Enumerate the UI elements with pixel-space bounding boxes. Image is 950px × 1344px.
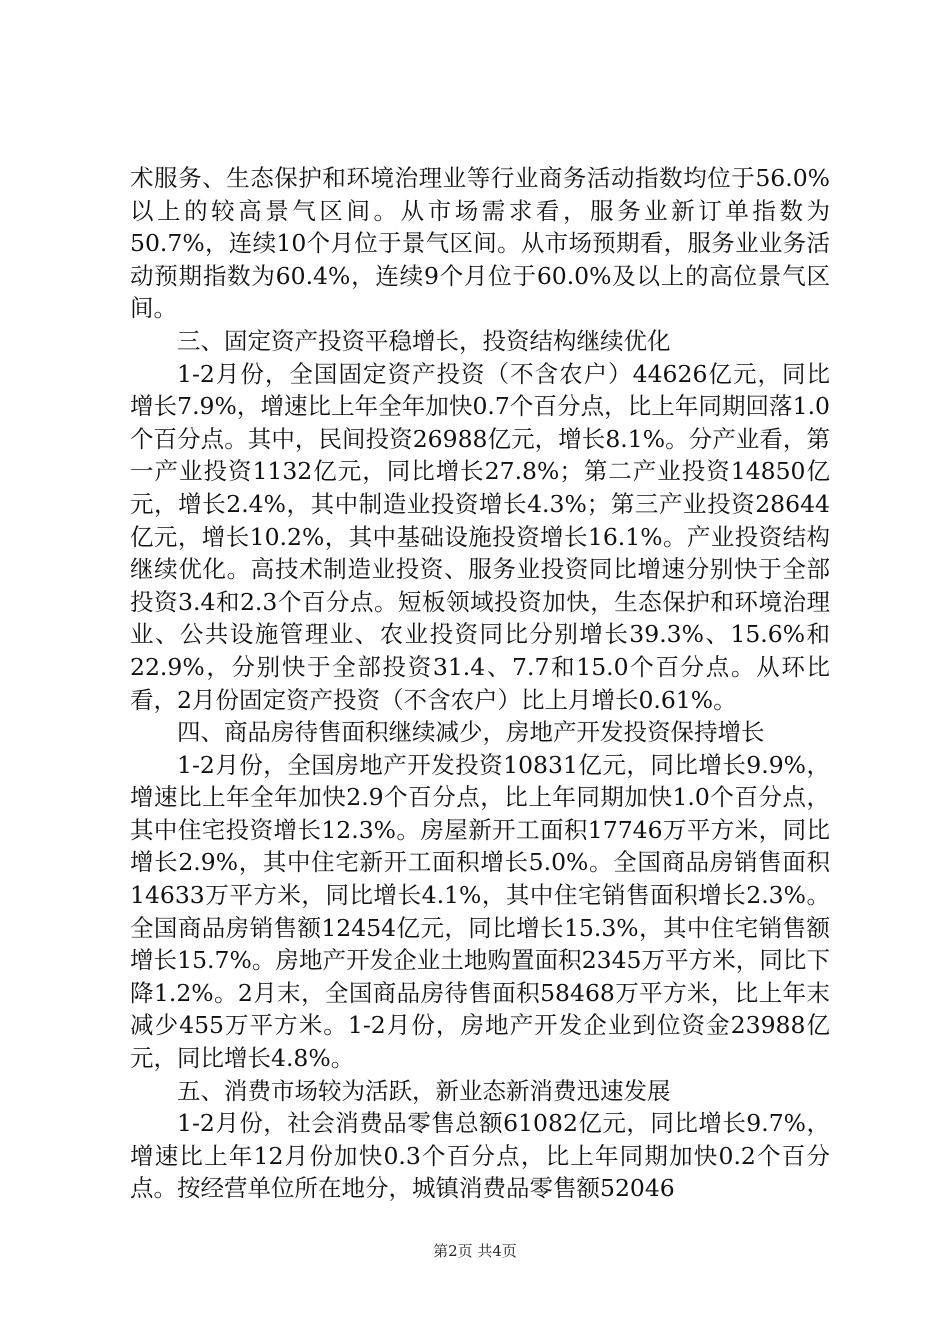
section-heading-4: 四、商品房待售面积继续减少，房地产开发投资保持增长 (177, 718, 765, 747)
document-body (130, 162, 830, 1205)
page-footer: 第2页 共4页 (433, 1242, 517, 1260)
paragraph-investment: 1-2月份，全国固定资产投资（不含农户）44626亿元，同比增长7.9%，增速比上年全年加快0.7个百分点，比上年同期回落1.0个百分点。其中，民间投资26988亿元，增长8.1%。分产业看，第一产业投资1132亿元，同比增长27.8%；第二产业投资14850亿元，增长2.4%，其中制造业投资增长4.3%；第三产业投资28644亿元，增长10.2%，其中基础设施投资增长16.1%。产业投资结构继续优化。高技术制造业投资、服务业投资同比增速分别快于全部投资3.4和2.3个百分点。短板领域投资加快，生态保护和环境治理业、公共设施管理业、农业投资同比分别增长39.3%、15.6%和22.9%，分别快于全部投资31.4、7.7和15.0个百分点。从环比看，2月份固定资产投资（不含农户）比上月增长0.61%。 (130, 359, 830, 714)
section-heading-3: 三、固定资产投资平稳增长，投资结构继续优化 (177, 326, 671, 355)
paragraph-real-estate: 1-2月份，全国房地产开发投资10831亿元，同比增长9.9%，增速比上年全年加快2.9个百分点，比上年同期加快1.0个百分点，其中住宅投资增长12.3%。房屋新开工面积17746万平方米，同比增长2.9%，其中住宅新开工面积增长5.0%。全国商品房销售面积14633万平方米，同比增长4.1%，其中住宅销售面积增长2.3%。全国商品房销售额12454亿元，同比增长15.3%，其中住宅销售额增长15.7%。房地产开发企业土地购置面积2345万平方米，同比下降1.2%。2月末，全国商品房待售面积58468万平方米，比上年末减少455万平方米。1-2月份，房地产开发企业到位资金23988亿元，同比增长4.8%。 (130, 750, 830, 1073)
paragraph-consumption: 1-2月份，社会消费品零售总额61082亿元，同比增长9.7%，增速比上年12月份加快0.3个百分点，比上年同期加快0.2个百分点。按经营单位所在地分，城镇消费品零售额52046 (130, 1109, 830, 1203)
section-heading-5: 五、消费市场较为活跃，新业态新消费迅速发展 (177, 1076, 671, 1105)
paragraph-continued: 术服务、生态保护和环境治理业等行业商务活动指数均位于56.0%以上的较高景气区间。从市场需求看，服务业新订单指数为50.7%，连续10个月位于景气区间。从市场预期看，服务业业务活动预期指数为60.4%，连续9个月位于60.0%及以上的高位景气区间。 (130, 164, 830, 323)
